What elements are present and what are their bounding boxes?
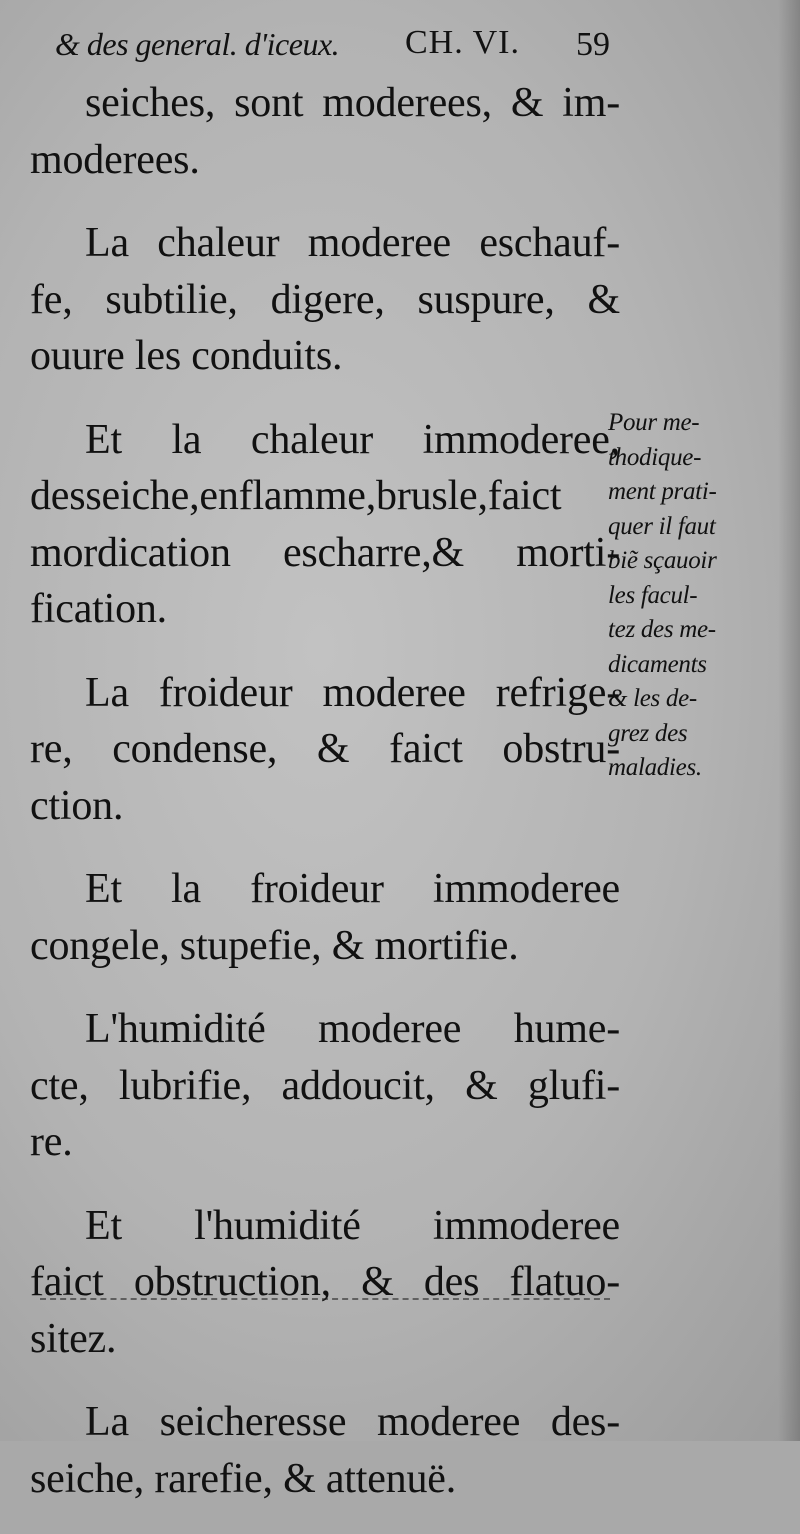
margin-note-line: & les de- <box>608 685 697 712</box>
text-line: seiche, rarefie, & attenuë. <box>30 1455 457 1502</box>
text-line: desseiche,enflamme,brusle,faict <box>30 473 562 519</box>
margin-note-line: grez des <box>608 719 688 747</box>
page-edge-shadow <box>778 0 800 1441</box>
text-line: ction. <box>30 782 124 829</box>
paragraph <box>30 412 620 638</box>
paragraph <box>30 1394 620 1507</box>
text-line: La froideur moderee refrige- <box>85 669 620 716</box>
margin-note-line: maladies. <box>608 754 702 781</box>
text-line: congele, stupefie, & mortifie. <box>30 922 519 969</box>
margin-note <box>608 406 793 786</box>
text-line: re. <box>30 1119 73 1165</box>
text-line: seiches, sont moderees, & im- <box>85 80 620 126</box>
margin-note-line: biẽ sçauoir <box>608 547 717 574</box>
paragraph <box>30 1198 620 1368</box>
paragraph <box>30 75 620 188</box>
text-line: Et la chaleur immoderee, <box>85 416 620 463</box>
chapter-label: CH. VI. <box>405 24 520 61</box>
margin-note-line: tez des me- <box>608 616 716 643</box>
running-title: & des general. d'iceux. <box>55 26 340 62</box>
text-line: moderees. <box>30 136 200 183</box>
text-line: La seicheresse moderee des- <box>85 1399 620 1445</box>
text-line: sitez. <box>30 1315 117 1362</box>
paragraph <box>30 1001 620 1171</box>
margin-note-line: dicaments <box>608 650 707 678</box>
paragraph <box>30 665 620 835</box>
text-line: re, condense, & faict obstru- <box>30 726 620 772</box>
margin-note-line: Pour me- <box>608 409 700 436</box>
text-line: Et la froideur immoderee <box>85 866 620 912</box>
text-line: La chaleur moderee eschauf- <box>85 220 620 266</box>
margin-note-line: thodique- <box>608 443 702 471</box>
text-line: mordication escharre,& morti- <box>30 529 620 576</box>
text-line: cte, lubrifie, addoucit, & glufi- <box>30 1062 620 1109</box>
text-line: ouure les conduits. <box>30 333 343 379</box>
text-line: Et l'humidité immoderee <box>85 1202 620 1249</box>
bottom-rule <box>40 1298 610 1300</box>
margin-note-line: ment prati- <box>608 478 717 505</box>
paragraph <box>30 215 620 385</box>
margin-note-line: quer il faut <box>608 512 716 540</box>
paragraph <box>30 861 620 974</box>
running-header <box>55 20 610 76</box>
margin-note-line: les facul- <box>608 581 698 609</box>
text-line: L'humidité moderee hume- <box>85 1006 620 1052</box>
page-number: 59 <box>576 26 610 63</box>
body-text <box>30 75 620 1534</box>
text-line: fe, subtilie, digere, suspure, & <box>30 276 620 323</box>
text-line: faict obstruction, & des flatuo- <box>30 1259 620 1305</box>
text-line: fication. <box>30 586 167 632</box>
